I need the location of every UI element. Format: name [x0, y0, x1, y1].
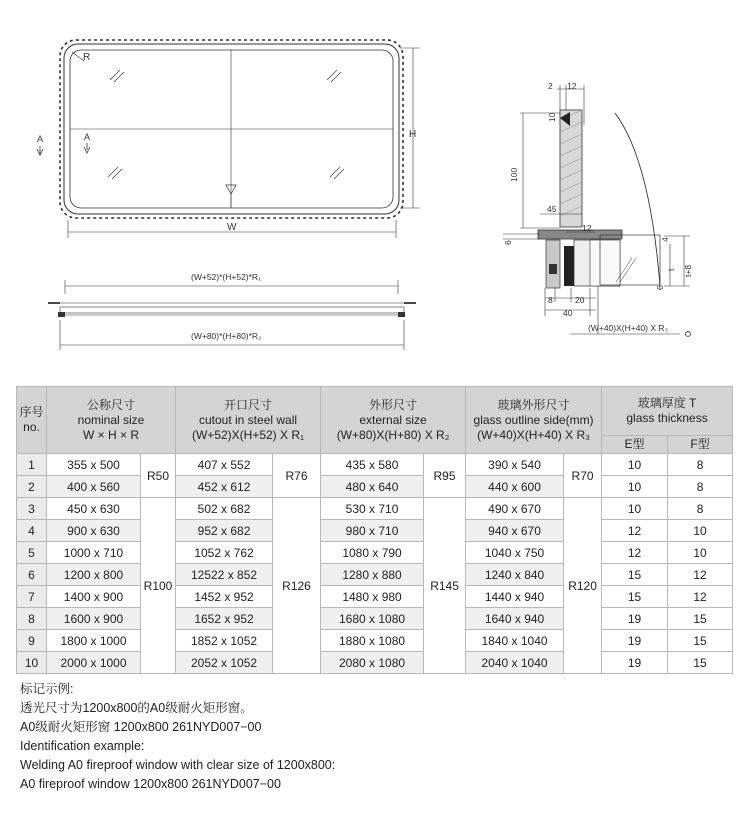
header-external	[321, 387, 466, 454]
thickness-e-cell: 15	[602, 586, 668, 608]
header-external-en: external size	[359, 412, 427, 427]
header-no-en: no.	[23, 420, 40, 434]
dim-10: 10	[547, 112, 557, 122]
table-row	[17, 586, 733, 608]
dim-t-plus-8: t+8	[683, 264, 693, 277]
thickness-e-cell: 19	[602, 652, 668, 674]
cutout-size-cell: 1852 x 1052	[176, 630, 273, 652]
glass-outline-cell: 940 x 670	[466, 520, 564, 542]
thickness-f-cell: 10	[668, 542, 733, 564]
cutout-size-cell: 1452 x 952	[176, 586, 273, 608]
thickness-f-cell: 8	[668, 454, 733, 476]
thickness-e-cell: 19	[602, 608, 668, 630]
section-a-left-label: A	[37, 134, 44, 144]
header-thickness	[602, 387, 733, 436]
glass-outline-cell: 1840 x 1040	[466, 630, 564, 652]
notes-title-en: Identification example:	[20, 739, 145, 753]
technical-drawings	[0, 0, 750, 380]
thickness-f-cell: 8	[668, 476, 733, 498]
cutout-size-cell: 407 x 552	[176, 454, 273, 476]
table-row	[17, 498, 733, 520]
external-size-cell: 530 x 710	[321, 498, 424, 520]
height-dimension-label: H	[409, 129, 417, 140]
thickness-f-cell: 8	[668, 498, 733, 520]
table-row	[17, 476, 733, 498]
external-radius-cell: R145	[424, 498, 466, 674]
cutout-size-cell: 12522 x 852	[176, 564, 273, 586]
external-size-cell: 1480 x 980	[321, 586, 424, 608]
table-row	[17, 520, 733, 542]
glass-outline-cell: 490 x 670	[466, 498, 564, 520]
nominal-size-cell: 1000 x 710	[47, 542, 141, 564]
side-outer-dimension: (W+80)*(H+80)*R₂	[191, 331, 262, 341]
header-thickness-cn: 玻璃厚度 T	[637, 396, 697, 410]
external-size-cell: 980 x 710	[321, 520, 424, 542]
dim-8: 8	[548, 295, 553, 305]
notes-line1-cn: 透光尺寸为1200x800的A0级耐火矩形窗。	[20, 701, 253, 715]
dim-100: 100	[509, 167, 519, 182]
nominal-size-cell: 2000 x 1000	[47, 652, 141, 674]
glass-outline-cell: 1040 x 750	[466, 542, 564, 564]
external-size-cell: 480 x 640	[321, 476, 424, 498]
external-size-cell: 1080 x 790	[321, 542, 424, 564]
table-row	[17, 608, 733, 630]
width-dimension-label: W	[227, 222, 237, 233]
external-size-cell: 2080 x 1080	[321, 652, 424, 674]
identification-notes	[20, 680, 335, 794]
thickness-f-cell: 15	[668, 630, 733, 652]
row-number-cell: 8	[17, 608, 47, 630]
header-glass-outline	[466, 387, 602, 454]
nominal-size-cell: 355 x 500	[47, 454, 141, 476]
dim-6-left: 6	[503, 240, 513, 245]
thickness-e-cell: 19	[602, 630, 668, 652]
header-nominal-en: nominal size	[77, 412, 145, 427]
header-nominal-cn: 公称尺寸	[87, 397, 136, 412]
external-size-cell: 1680 x 1080	[321, 608, 424, 630]
table-row	[17, 630, 733, 652]
row-number-cell: 5	[17, 542, 47, 564]
dim-6-right: 6	[655, 285, 665, 290]
dim-45: 45	[547, 204, 557, 214]
nominal-size-cell: 1800 x 1000	[47, 630, 141, 652]
header-external-formula: (W+80)X(H+80) X R₂	[336, 427, 450, 442]
dim-20: 20	[575, 295, 585, 305]
header-external-cn: 外形尺寸	[369, 397, 418, 412]
nominal-size-cell: 1600 x 900	[47, 608, 141, 630]
thickness-f-cell: 12	[668, 586, 733, 608]
nominal-size-cell: 1200 x 800	[47, 564, 141, 586]
thickness-f-cell: 12	[668, 564, 733, 586]
row-number-cell: 1	[17, 454, 47, 476]
notes-line2-cn: A0级耐火矩形窗 1200x800 261NYD007−00	[20, 720, 262, 734]
cutout-size-cell: 2052 x 1052	[176, 652, 273, 674]
notes-line1-en: Welding A0 fireproof window with clear size of 1200x800:	[20, 758, 336, 772]
header-glass-outline-en: glass outline side(mm)	[473, 412, 594, 427]
dim-12-mid: 12	[582, 223, 592, 233]
header-type-e: E型	[602, 436, 668, 454]
cutout-radius-cell: R126	[273, 498, 321, 674]
row-number-cell: 2	[17, 476, 47, 498]
row-number-cell: 9	[17, 630, 47, 652]
header-no	[17, 387, 47, 454]
glass-outline-dimension: (W+40)X(H+40) X R₃	[588, 323, 668, 333]
section-a-inner-label: A	[84, 132, 91, 142]
cutout-size-cell: 1052 x 762	[176, 542, 273, 564]
header-cutout-cn: 开口尺寸	[224, 397, 273, 412]
header-no-cn: 序号	[19, 405, 44, 419]
front-view	[37, 40, 420, 238]
glass-radius-cell: R120	[564, 498, 602, 674]
external-size-cell: 435 x 580	[321, 454, 424, 476]
radius-label: R	[83, 52, 91, 63]
thickness-f-cell: 15	[668, 608, 733, 630]
dim-t: t	[666, 268, 676, 271]
row-number-cell: 4	[17, 520, 47, 542]
header-glass-outline-formula: (W+40)X(H+40) X R₃	[477, 427, 590, 442]
notes-title-cn: 标记示例:	[20, 682, 74, 696]
row-number-cell: 6	[17, 564, 47, 586]
nominal-radius-cell: R50	[141, 454, 176, 498]
cutout-radius-cell: R76	[273, 454, 321, 498]
row-number-cell: 3	[17, 498, 47, 520]
notes-line2-en: A0 fireproof window 1200x800 261NYD007−00	[20, 777, 281, 791]
table-body	[17, 454, 733, 674]
section-view	[503, 85, 691, 337]
thickness-e-cell: 10	[602, 476, 668, 498]
dim-4: 4	[660, 237, 670, 242]
header-type-f: F型	[668, 436, 733, 454]
thickness-e-cell: 12	[602, 520, 668, 542]
external-radius-cell: R95	[424, 454, 466, 498]
glass-outline-cell: 1640 x 940	[466, 608, 564, 630]
glass-outline-cell: 2040 x 1040	[466, 652, 564, 674]
row-number-cell: 10	[17, 652, 47, 674]
external-size-cell: 1880 x 1080	[321, 630, 424, 652]
cutout-size-cell: 502 x 682	[176, 498, 273, 520]
thickness-f-cell: 15	[668, 652, 733, 674]
table-row	[17, 564, 733, 586]
thickness-e-cell: 15	[602, 564, 668, 586]
header-nominal	[47, 387, 176, 454]
glass-radius-cell: R70	[564, 454, 602, 498]
nominal-size-cell: 400 x 560	[47, 476, 141, 498]
table-row	[17, 454, 733, 476]
thickness-f-cell: 10	[668, 520, 733, 542]
side-inner-dimension: (W+52)*(H+52)*R₁	[191, 272, 261, 282]
glass-outline-cell: 1440 x 940	[466, 586, 564, 608]
nominal-size-cell: 900 x 630	[47, 520, 141, 542]
cutout-size-cell: 1652 x 952	[176, 608, 273, 630]
table-row	[17, 542, 733, 564]
dim-40: 40	[563, 308, 573, 318]
header-cutout	[176, 387, 321, 454]
header-glass-outline-cn: 玻璃外形尺寸	[497, 397, 570, 412]
nominal-size-cell: 1400 x 900	[47, 586, 141, 608]
nominal-radius-cell: R100	[141, 498, 176, 674]
glass-outline-cell: 440 x 600	[466, 476, 564, 498]
header-cutout-en: cutout in steel wall	[198, 412, 298, 427]
header-nominal-formula: W × H × R	[83, 427, 140, 442]
dim-12-top: 12	[567, 81, 577, 91]
row-number-cell: 7	[17, 586, 47, 608]
cutout-size-cell: 952 x 682	[176, 520, 273, 542]
cutout-size-cell: 452 x 612	[176, 476, 273, 498]
specification-table	[16, 386, 733, 674]
table-row	[17, 652, 733, 674]
glass-outline-cell: 390 x 540	[466, 454, 564, 476]
glass-outline-cell: 1240 x 840	[466, 564, 564, 586]
thickness-e-cell: 12	[602, 542, 668, 564]
nominal-size-cell: 450 x 630	[47, 498, 141, 520]
thickness-e-cell: 10	[602, 454, 668, 476]
header-thickness-en: glass thickness	[626, 411, 708, 425]
header-cutout-formula: (W+52)X(H+52) X R₁	[191, 427, 305, 442]
dim-2: 2	[548, 81, 553, 91]
thickness-e-cell: 10	[602, 498, 668, 520]
external-size-cell: 1280 x 880	[321, 564, 424, 586]
